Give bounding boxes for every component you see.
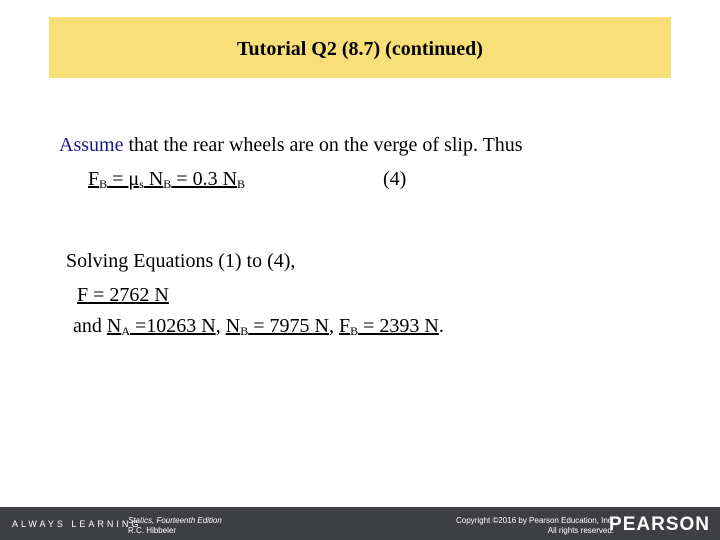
eq-fb-symbol: F [88,168,100,190]
book-title: Statics, Fourteenth Edition [128,516,222,525]
eq-nb-subscript: B [163,177,172,191]
eq-mu-symbol: μ [128,168,140,190]
solving-text: Solving Equations (1) to (4), [66,250,296,272]
result-nb [226,315,329,337]
friction-equation [88,167,245,191]
fb-symbol: F [338,315,351,337]
separator-1: , [215,315,226,337]
equation-label: (4) [383,168,407,190]
book-author: R.C. Hibbeler [128,526,177,535]
assumption-line [59,133,523,157]
eq-rhs: = 0.3 N [171,168,238,190]
page-title: Tutorial Q2 (8.7) (continued) [237,38,483,60]
eq-fb-subscript: B [99,177,108,191]
eq-rhs-subscript: B [237,177,246,191]
na-value: =10263 N [130,315,216,337]
separator-2: , [328,315,339,337]
fb-subscript: B [350,324,359,338]
na-symbol: N [106,315,122,337]
pearson-logo: PEARSON [609,514,710,535]
assumption-text: that the rear wheels are on the verge of slip. Thus [128,134,523,156]
title-banner [49,17,671,78]
footer-bar [0,507,720,540]
results-line [73,314,444,338]
eq-mu-subscript: s [139,177,144,191]
nb-subscript: B [240,324,249,338]
period: . [438,315,444,337]
always-learning-tagline: ALWAYS LEARNING [12,519,142,529]
eq-equals: = [107,168,129,190]
eq-nb-symbol: N [143,168,164,190]
fb-value: = 2393 N [358,315,439,337]
copyright-info [456,516,614,536]
nb-symbol: N [225,315,241,337]
na-subscript: A [121,324,131,338]
and-word: and [73,315,102,337]
result-f: F = 2762 N [77,284,169,306]
result-na [107,315,216,337]
result-fb [339,315,439,337]
book-info [128,516,222,536]
rights-text: All rights reserved. [547,526,614,535]
nb-value: = 7975 N [248,315,329,337]
copyright-text: Copyright ©2016 by Pearson Education, Inc. [456,516,614,525]
assume-keyword: Assume [59,134,124,156]
